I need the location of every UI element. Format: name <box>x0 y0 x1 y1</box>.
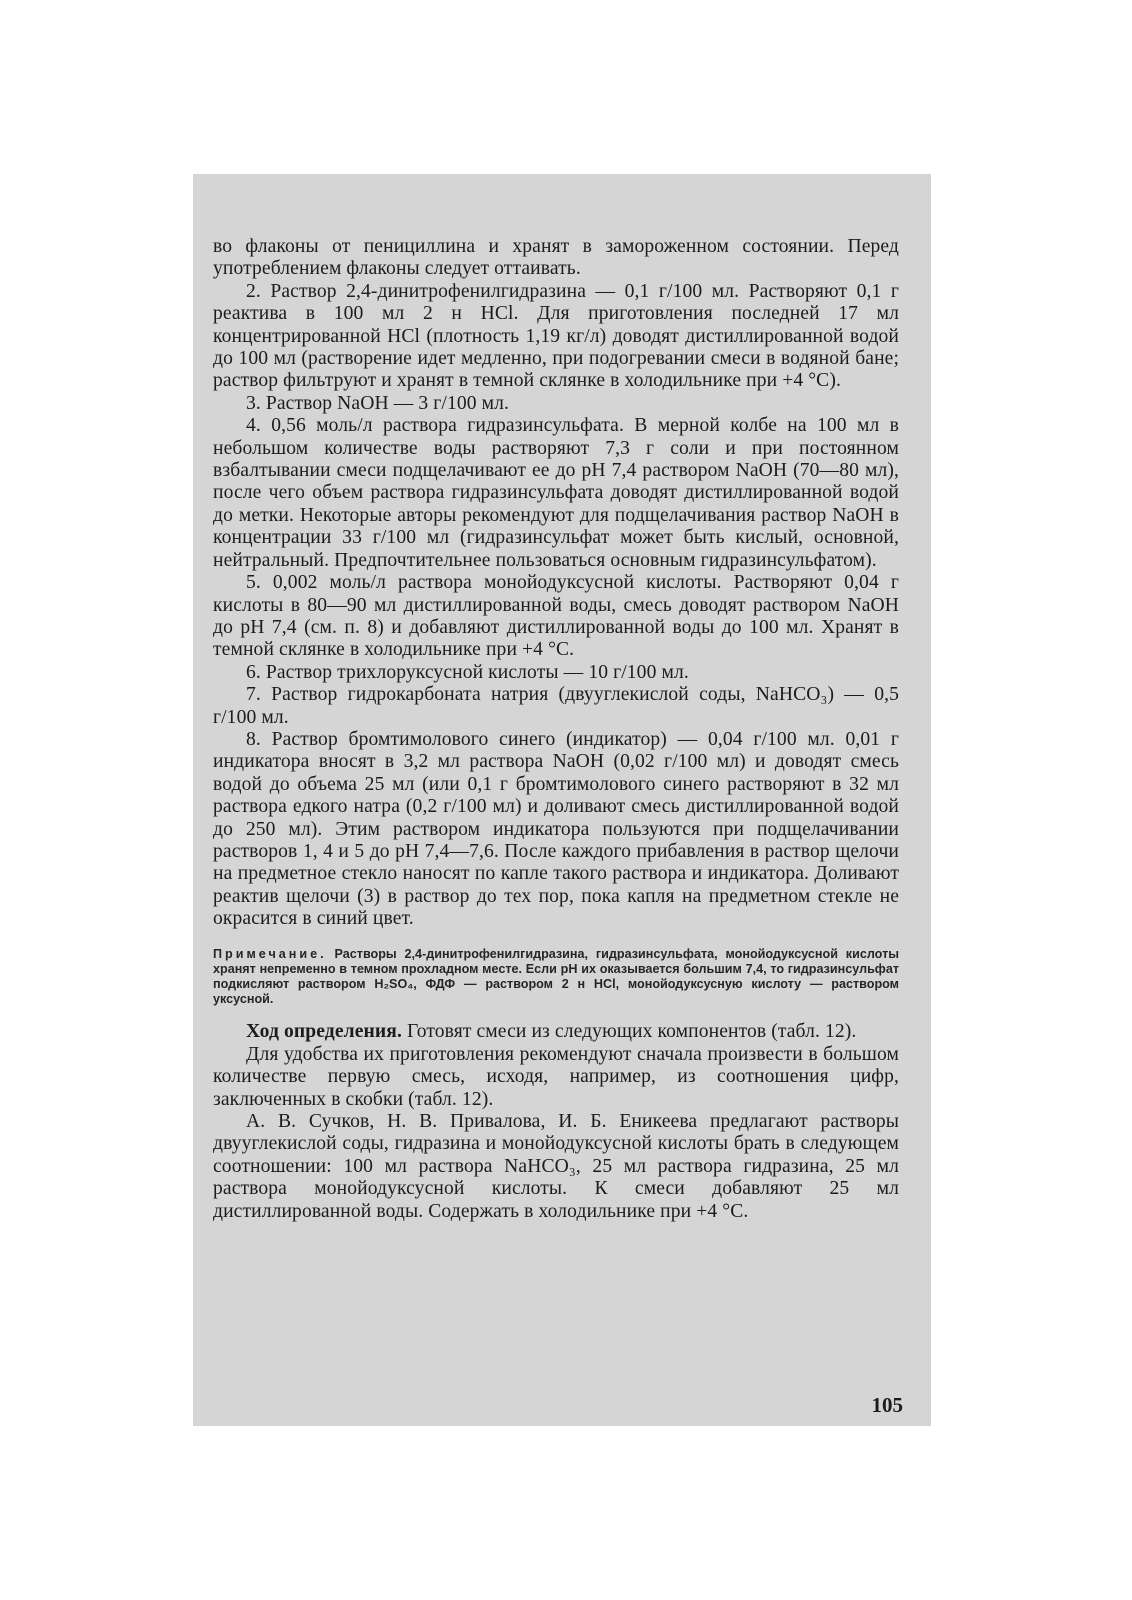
book-page <box>193 174 931 1426</box>
note-block <box>213 947 899 1008</box>
method-paragraph: А. В. Сучков, Н. В. Привалова, И. Б. Еникеева предлагают растворы двууглекислой соды, гидразина и монойодуксусной кислоты брать в следующем соотношении: 100 мл раствора NaHCO₃, 25 мл раствора гидразина, 25 мл раствора монойодуксусной кислоты. К смеси добавляют 25 мл дистиллированной воды. Содержать в холодильнике при +4 °С. <box>213 1111 899 1222</box>
paragraph-item-2: 2. Раствор 2,4-динитрофенилгидразина — 0,1 г/100 мл. Растворяют 0,1 г реактива в 100 мл 2 н HCl. Для приготовления последней 17 мл концентрированной HCl (плотность 1,19 кг/л) доводят дистиллированной водой до 100 мл (растворение идет медленно, при подогревании смеси в водяной бане; раствор фильтруют и хранят в темной склянке в холодильнике при +4 °С). <box>213 280 899 392</box>
note-lead: Примечание. <box>213 946 327 961</box>
paragraph-item-5: 5. 0,002 моль/л раствора монойодуксусной кислоты. Растворяют 0,04 г кислоты в 80—90 мл дистиллированной воды, смесь доводят раствором NaOH до pH 7,4 (см. п. 8) и добавляют дистиллированной воды до 100 мл. Хранят в темной склянке в холодильнике при +4 °С. <box>213 572 899 661</box>
page-number: 105 <box>871 1393 903 1417</box>
method-intro-text: Готовят смеси из следующих компонентов (табл. 12). <box>407 1021 857 1043</box>
method-paragraph: Для удобства их приготовления рекомендуют сначала произвести в большом количестве первую смесь, исходя, например, из соотношения цифр, заключенных в скобки (табл. 12). <box>213 1043 899 1110</box>
paragraph-item-6: 6. Раствор трихлоруксусной кислоты — 10 г/100 мл. <box>246 661 689 683</box>
paragraph-continuation: во флаконы от пенициллина и хранят в замороженном состоянии. Перед употреблением флаконы следует оттаивать. <box>213 236 899 280</box>
method-intro <box>213 1021 899 1043</box>
method-lead: Ход определения. <box>246 1021 402 1043</box>
note-text: Растворы 2,4-динитрофенилгидразина, гидразинсульфата, монойодуксусной кислоты хранят непременно в темном прохладном месте. Если pH их оказывается большим 7,4, то гидразинсульфат подкисляют раствором H₂SO₄, ФДФ — раствором 2 н HCl, монойодуксусную кислоту — раствором уксусной. <box>213 946 899 1007</box>
paragraph-item-3: 3. Раствор NaOH — 3 г/100 мл. <box>246 392 510 414</box>
paragraph-item-8: 8. Раствор бромтимолового синего (индикатор) — 0,04 г/100 мл. 0,01 г индикатора вносят в 3,2 мл раствора NaOH (0,02 г/100 мл) и доводят смесь водой до объема 25 мл (или 0,1 г бромтимолового синего растворяют в 32 мл раствора едкого натра (0,2 г/100 мл) и доливают смесь дистиллированной водой до 250 мл). Этим раствором индикатора пользуются при подщелачивании растворов 1, 4 и 5 до pH 7,4—7,6. После каждого прибавления в раствор щелочи на предметное стекло наносят по капле такого раствора и индикатора. Доливают реактив щелочи (3) в раствор до тех пор, пока капля на предметном стекле не окрасится в синий цвет. <box>213 728 899 930</box>
paragraph-item-7: 7. Раствор гидрокарбоната натрия (двууглекислой соды, NaHCO₃) — 0,5 г/100 мл. <box>213 684 899 728</box>
main-text <box>213 236 899 931</box>
paragraph-item-4: 4. 0,56 моль/л раствора гидразинсульфата. В мерной колбе на 100 мл в небольшом количестве воды растворяют 7,3 г соли и при постоянном взбалтывании смеси подщелачивают ее до pH 7,4 раствором NaOH (70—80 мл), после чего объем раствора гидразинсульфата доводят дистиллированной водой до метки. Некоторые авторы рекомендуют для подщелачивания раствор NaOH в концентрации 33 г/100 мл (гидразинсульфат может быть кислый, основной, нейтральный. Предпочтительнее пользоваться основным гидразинсульфатом). <box>213 415 899 571</box>
method-section <box>213 1021 899 1223</box>
